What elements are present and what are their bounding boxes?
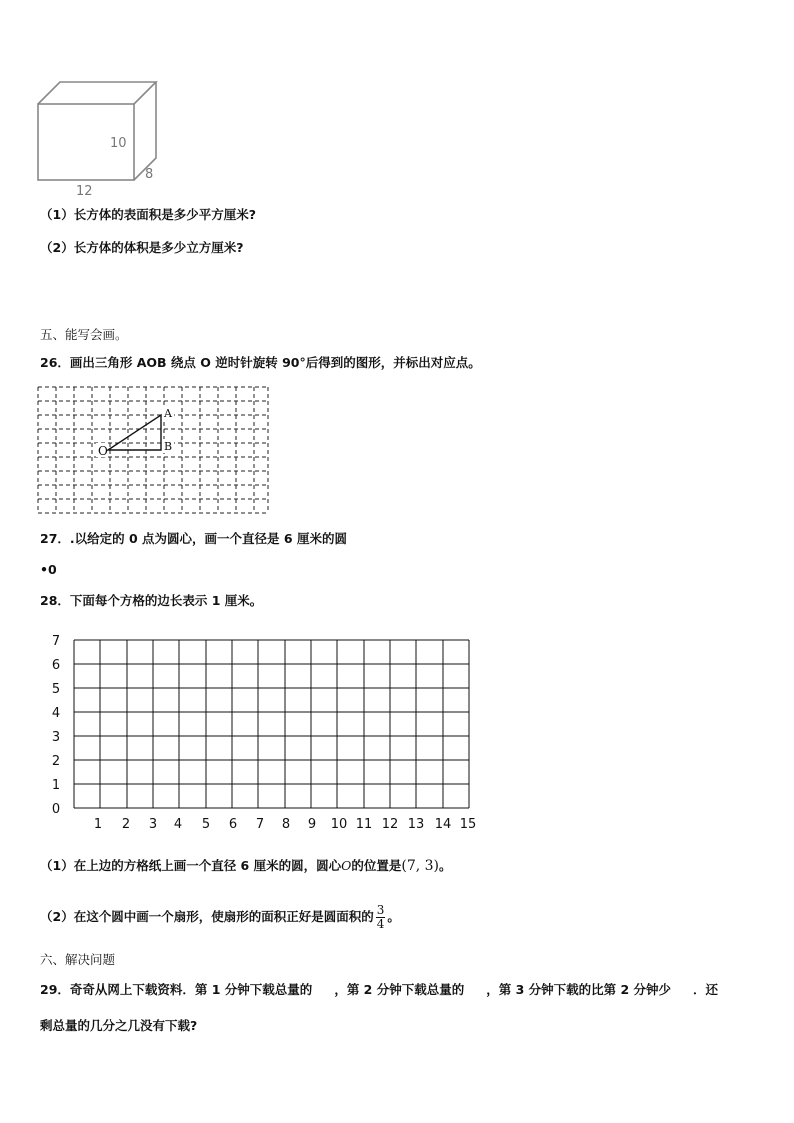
fraction-three-quarters <box>376 904 386 931</box>
point-a-label: A <box>164 407 172 420</box>
x-tick-label: 10 <box>330 817 348 832</box>
q28-sub1 <box>40 858 452 874</box>
x-tick-label: 12 <box>381 817 399 832</box>
y-tick-label: 7 <box>51 634 61 649</box>
q27-center-point: •0 <box>40 562 57 577</box>
q29-part4: ．还 <box>693 982 719 997</box>
q29-line1 <box>40 982 718 998</box>
y-tick-label: 0 <box>51 802 61 817</box>
cuboid-top-face <box>38 82 156 104</box>
q25-sub2-text: （2）长方体的体积是多少立方厘米? <box>40 240 244 255</box>
y-tick-label: 6 <box>51 658 61 673</box>
x-tick-label: 5 <box>201 817 211 832</box>
q29-line2: 剩总量的几分之几没有下载? <box>40 1018 198 1033</box>
fraction-denominator: 4 <box>376 917 385 931</box>
q28-sub1-text-a: （1）在上边的方格纸上画一个直径 6 厘米的圆，圆心 <box>40 858 342 873</box>
x-tick-label: 15 <box>459 817 477 832</box>
x-tick-label: 11 <box>355 817 373 832</box>
x-tick-label: 1 <box>93 817 103 832</box>
x-tick-label: 7 <box>255 817 265 832</box>
triangle-aob <box>108 415 161 450</box>
x-tick-label: 2 <box>121 817 131 832</box>
q27-text: 27．.以给定的 0 点为圆心，画一个直径是 6 厘米的圆 <box>40 531 347 546</box>
y-tick-label: 4 <box>51 706 61 721</box>
q28-coordinate-grid <box>40 628 490 836</box>
q28-sub2-end: 。 <box>387 909 400 924</box>
x-tick-label: 13 <box>407 817 425 832</box>
x-tick-label: 3 <box>148 817 158 832</box>
cuboid-figure <box>34 78 164 198</box>
cuboid-length-label: 12 <box>76 184 93 198</box>
q29-part2: ，第 2 分钟下载总量的 <box>334 982 465 997</box>
y-tick-label: 5 <box>51 682 61 697</box>
cuboid-side-face <box>134 82 156 180</box>
x-tick-label: 14 <box>434 817 452 832</box>
q28-sub2-text: （2）在这个圆中画一个扇形，使扇形的面积正好是圆面积的 <box>40 909 374 924</box>
q28-sub1-end: 。 <box>439 858 452 873</box>
center-coordinate: (7, 3) <box>401 858 440 874</box>
q29-part3: ，第 3 分钟下载的比第 2 分钟少 <box>486 982 672 997</box>
section5-title: 五、能写会画。 <box>40 327 128 342</box>
section6-title: 六、解决问题 <box>40 952 116 967</box>
cuboid-depth-label: 8 <box>145 167 154 182</box>
x-tick-label: 6 <box>228 817 238 832</box>
y-tick-label: 2 <box>51 754 61 769</box>
cuboid-height-label: 10 <box>110 136 127 151</box>
y-tick-label: 3 <box>51 730 61 745</box>
grid-lines <box>74 640 469 808</box>
q29-part1: 29．奇奇从网上下载资料．第 1 分钟下载总量的 <box>40 982 313 997</box>
x-tick-label: 4 <box>173 817 183 832</box>
q28-sub2 <box>40 902 400 932</box>
point-o-label: O <box>98 444 108 458</box>
x-tick-label: 9 <box>307 817 317 832</box>
center-variable-o: O <box>341 858 352 873</box>
point-b-label: B <box>164 440 173 453</box>
y-tick-label: 1 <box>51 778 61 793</box>
q26-dashed-grid <box>36 384 272 516</box>
x-tick-label: 8 <box>281 817 291 832</box>
q28-sub1-text-b: 的位置是 <box>351 858 402 873</box>
fraction-numerator: 3 <box>376 903 385 917</box>
q28-text: 28．下面每个方格的边长表示 1 厘米。 <box>40 593 263 608</box>
q26-text: 26．画出三角形 AOB 绕点 O 逆时针旋转 90°后得到的图形，并标出对应点。 <box>40 355 481 370</box>
q25-sub1-text: （1）长方体的表面积是多少平方厘米? <box>40 207 256 222</box>
